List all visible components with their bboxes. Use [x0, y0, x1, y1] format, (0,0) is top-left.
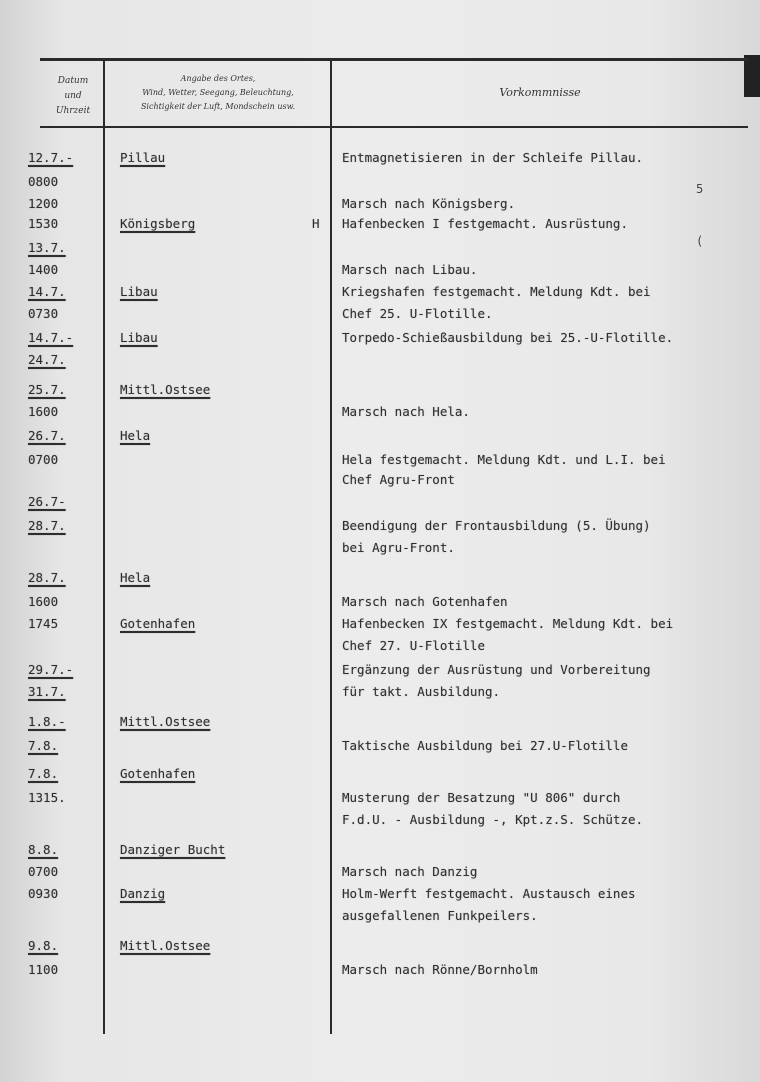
entry-date: 14.7.- — [28, 330, 74, 345]
entry-date: 1315. — [28, 790, 66, 805]
entry-event: Chef Agru-Front — [342, 472, 455, 487]
entry-date: 0800 — [28, 174, 59, 189]
entry-event: für takt. Ausbildung. — [342, 684, 501, 699]
header-date-line: Datum — [57, 76, 89, 86]
entry-date: 7.8. — [28, 766, 59, 781]
entry-date: 12.7.- — [28, 150, 74, 165]
entry-date: 28.7. — [28, 518, 66, 533]
entry-date: 24.7. — [28, 352, 66, 367]
header-place-line: Angabe des Ortes, — [180, 74, 256, 83]
header-place-line: Sichtigkeit der Luft, Mondschein usw. — [140, 102, 296, 111]
entry-date: 26.7. — [28, 428, 66, 443]
entry-place: Danzig — [120, 886, 166, 901]
entry-event: Musterung der Besatzung "U 806" durch — [342, 790, 621, 805]
entry-place: Libau — [120, 330, 158, 345]
entry-place: Danziger Bucht — [120, 842, 226, 857]
binder-clip — [744, 55, 760, 97]
entry-event: Beendigung der Frontausbildung (5. Übung) — [342, 518, 651, 533]
entry-event: Ergänzung der Ausrüstung und Vorbereitung — [342, 662, 651, 677]
entry-event: Chef 25. U-Flotille. — [342, 306, 493, 321]
header-date-column — [44, 74, 102, 119]
entry-event: Marsch nach Königsberg. — [342, 196, 516, 211]
margin-mark: ( — [696, 234, 704, 248]
entry-place: Pillau — [120, 150, 166, 165]
entry-event: ausgefallenen Funkpeilers. — [342, 908, 538, 923]
entry-date: 1600 — [28, 404, 59, 419]
entry-date: 0700 — [28, 452, 59, 467]
entry-date: 9.8. — [28, 938, 59, 953]
header-place-column — [108, 72, 328, 114]
entry-event: Chef 27. U-Flotille — [342, 638, 485, 653]
entry-date: 28.7. — [28, 570, 66, 585]
entry-date: 1745 — [28, 616, 59, 631]
entry-place: Königsberg — [120, 216, 196, 231]
entry-event: F.d.U. - Ausbildung -, Kpt.z.S. Schütze. — [342, 812, 644, 827]
margin-mark: 5 — [696, 182, 704, 196]
entry-place: Mittl.Ostsee — [120, 382, 211, 397]
entry-event: Taktische Ausbildung bei 27.U-Flotille — [342, 738, 628, 753]
entry-place: Libau — [120, 284, 158, 299]
entry-place: Hela — [120, 428, 151, 443]
entry-date: 1.8.- — [28, 714, 66, 729]
entry-date: 1600 — [28, 594, 59, 609]
entry-event: Marsch nach Gotenhafen — [342, 594, 508, 609]
entry-date: 1200 — [28, 196, 59, 211]
entry-place: Gotenhafen — [120, 616, 196, 631]
entry-place: Mittl.Ostsee — [120, 714, 211, 729]
header-date-line: und — [64, 91, 82, 101]
entry-date: 31.7. — [28, 684, 66, 699]
entry-date: 25.7. — [28, 382, 66, 397]
entry-event: Entmagnetisieren in der Schleife Pillau. — [342, 150, 644, 165]
header-date-line: Uhrzeit — [55, 106, 91, 116]
entry-date: 14.7. — [28, 284, 66, 299]
entry-event: bei Agru-Front. — [342, 540, 455, 555]
entry-event: Marsch nach Hela. — [342, 404, 470, 419]
entry-event: Marsch nach Libau. — [342, 262, 478, 277]
entry-date: 26.7- — [28, 494, 66, 509]
entry-event: Torpedo-Schießausbildung bei 25.-U-Flotille. — [342, 330, 674, 345]
entry-event: Holm-Werft festgemacht. Austausch eines — [342, 886, 636, 901]
header-rule — [40, 126, 748, 128]
header-events-column: Vorkommnisse — [499, 86, 581, 99]
top-rule — [40, 58, 748, 61]
entry-event: Marsch nach Danzig — [342, 864, 478, 879]
entry-date: 0930 — [28, 886, 59, 901]
entry-date: 13.7. — [28, 240, 66, 255]
column-divider-1 — [103, 59, 105, 1034]
entry-date: 1530 — [28, 216, 59, 231]
entry-place: Gotenhafen — [120, 766, 196, 781]
entry-date: 8.8. — [28, 842, 59, 857]
entry-place: Hela — [120, 570, 151, 585]
entry-date: 29.7.- — [28, 662, 74, 677]
entry-date: 0700 — [28, 864, 59, 879]
entry-flag: H — [312, 216, 320, 231]
entry-date: 0730 — [28, 306, 59, 321]
entry-event: Marsch nach Rönne/Bornholm — [342, 962, 538, 977]
entry-event: Kriegshafen festgemacht. Meldung Kdt. bei — [342, 284, 651, 299]
entry-date: 1400 — [28, 262, 59, 277]
header-place-line: Wind, Wetter, Seegang, Beleuchtung, — [142, 88, 294, 97]
entry-date: 7.8. — [28, 738, 59, 753]
entry-event: Hafenbecken I festgemacht. Ausrüstung. — [342, 216, 628, 231]
entry-event: Hela festgemacht. Meldung Kdt. und L.I. bei — [342, 452, 666, 467]
entry-place: Mittl.Ostsee — [120, 938, 211, 953]
entry-date: 1100 — [28, 962, 59, 977]
entry-event: Hafenbecken IX festgemacht. Meldung Kdt. bei — [342, 616, 674, 631]
column-divider-2 — [330, 59, 332, 1034]
